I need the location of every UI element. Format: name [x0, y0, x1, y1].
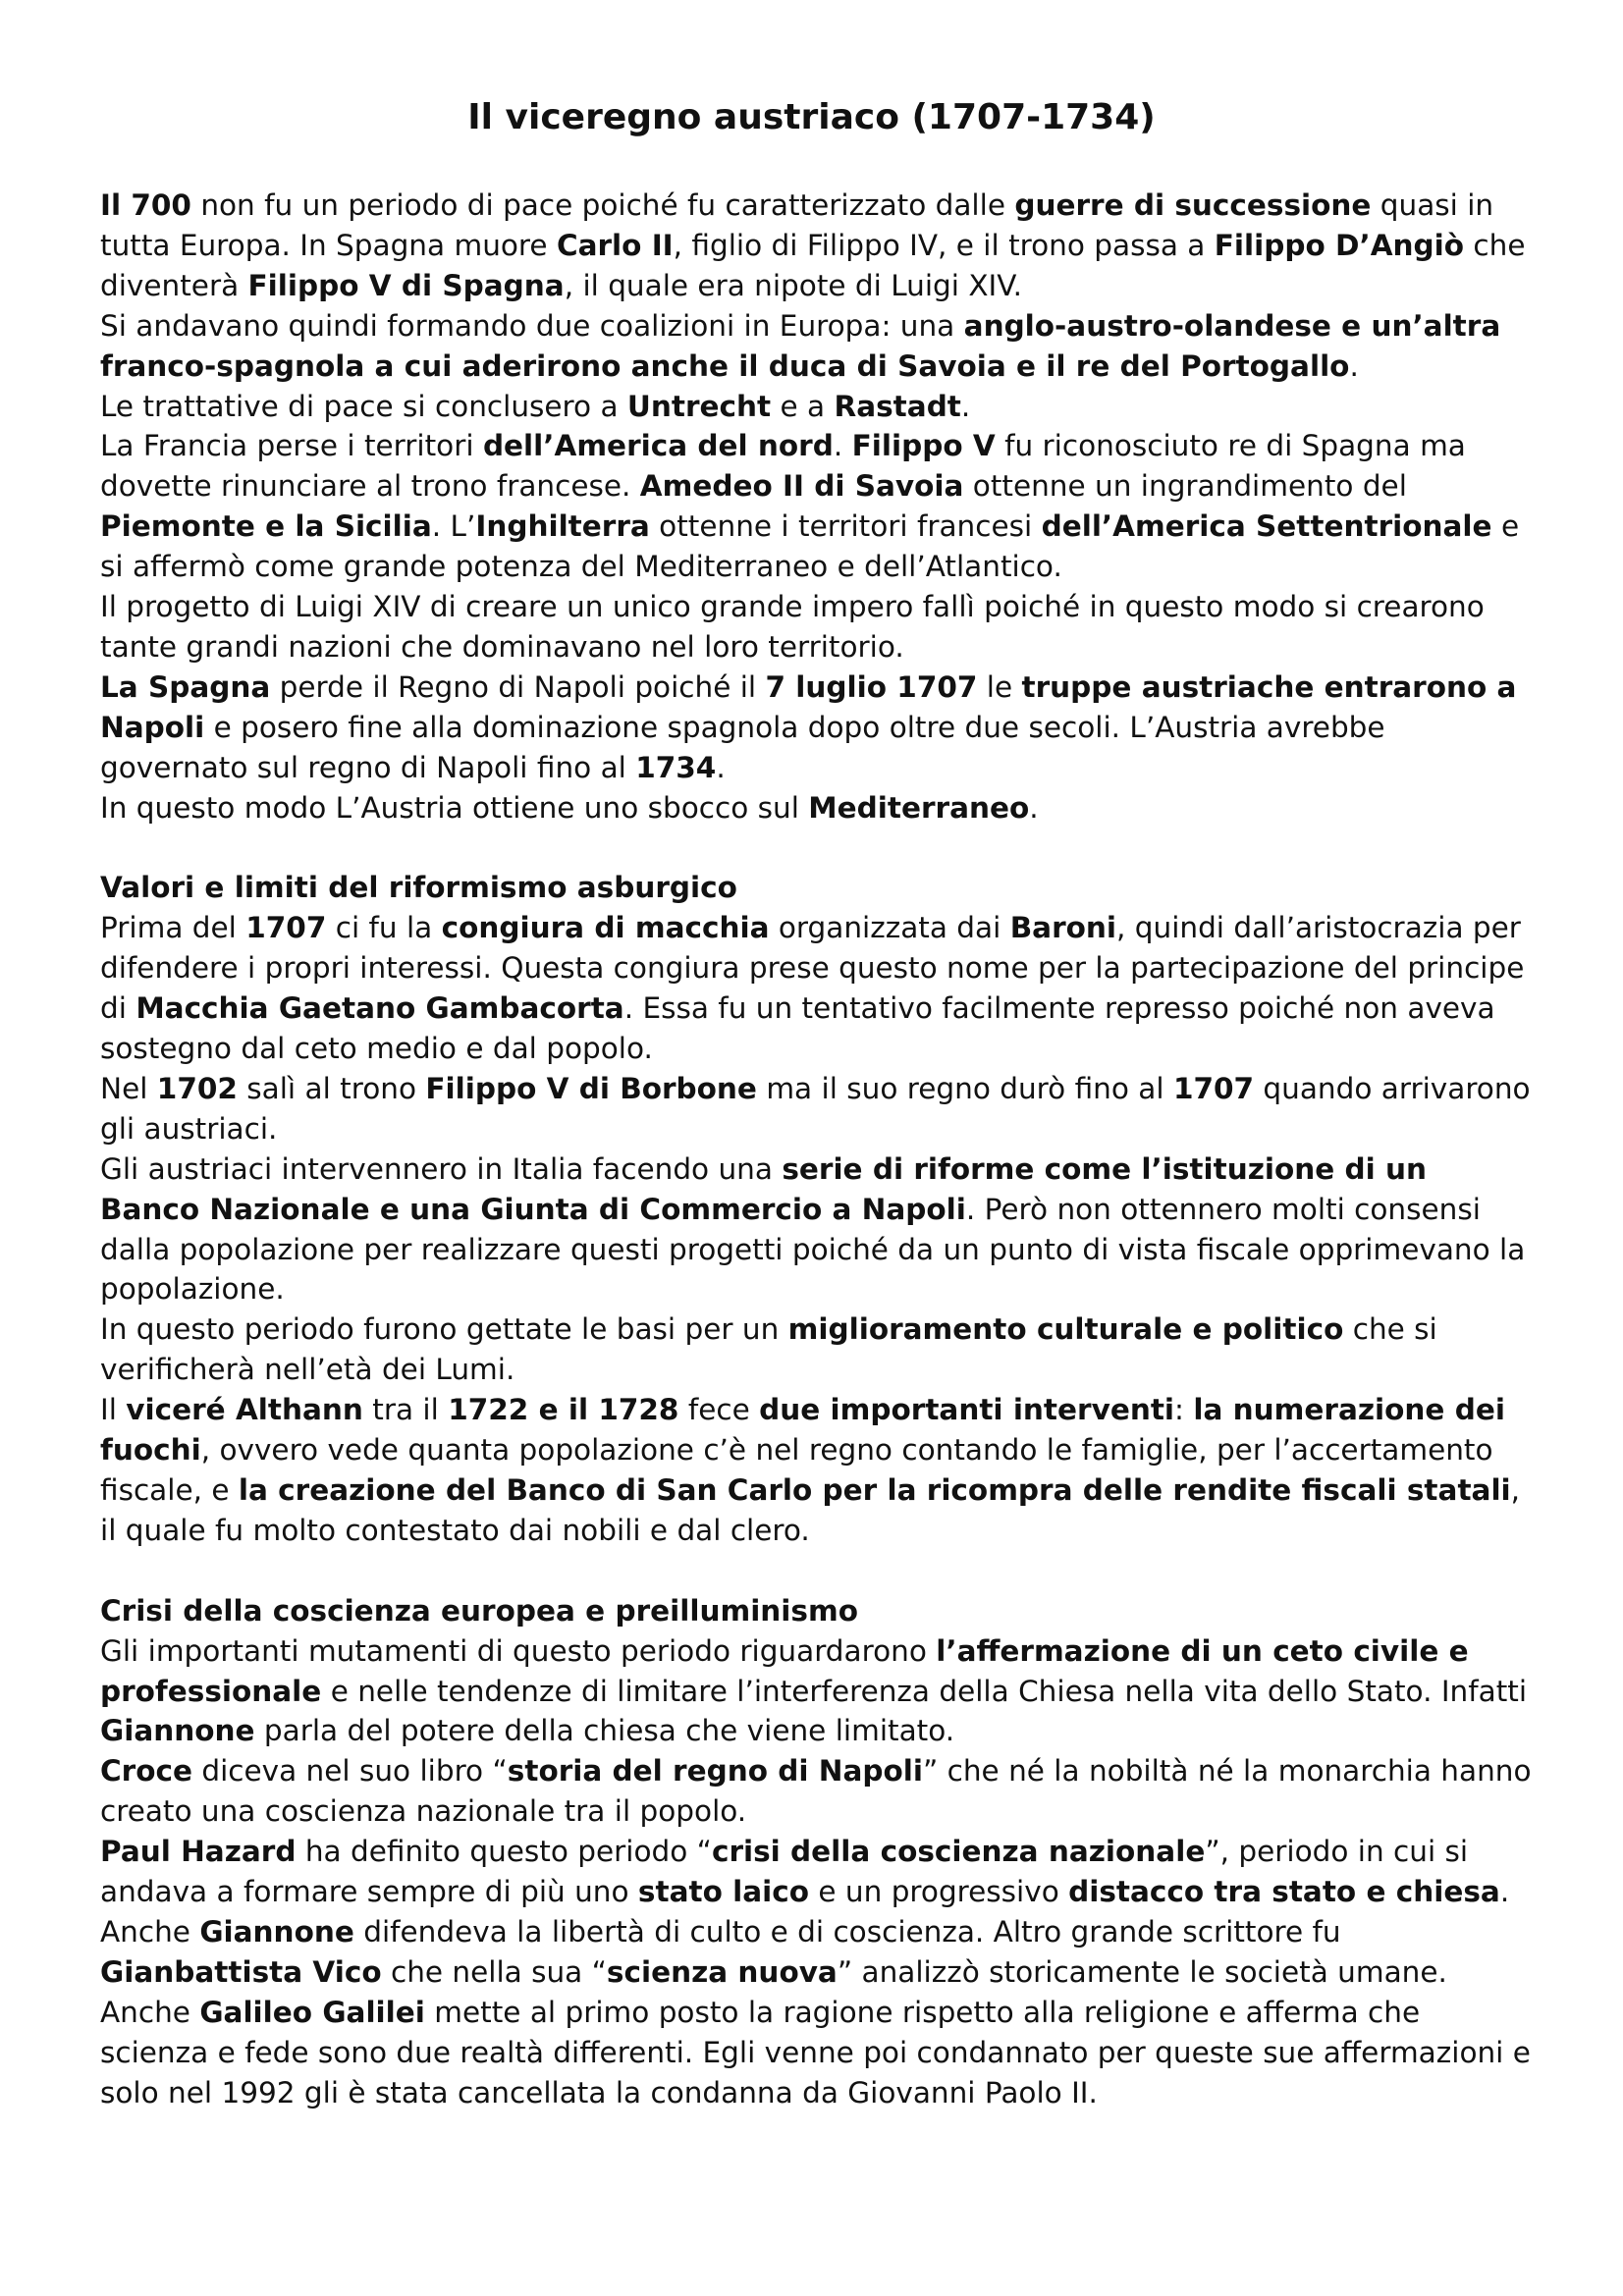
- bold-text: anglo-austro-olandese e un’altra franco-spagnola a cui aderirono anche il duca di Savoia e il re del Portogallo: [100, 308, 1501, 383]
- text-run: .: [960, 389, 971, 423]
- bold-text: crisi della coscienza nazionale: [711, 1835, 1206, 1869]
- text-run: e si affermò come grande potenza del Mediterraneo e dell’Atlantico.: [100, 509, 1520, 584]
- document-body: [100, 186, 1534, 2112]
- text-run: Gli austriaci intervennero in Italia facendo una: [100, 1151, 783, 1186]
- bold-text: Giannone: [199, 1914, 354, 1949]
- bold-text: 1702: [156, 1071, 238, 1105]
- bold-text: Filippo V di Spagna: [247, 268, 565, 302]
- text-run: Il: [100, 1393, 127, 1427]
- text-run: perde il Regno di Napoli poiché il: [270, 669, 766, 704]
- section-heading: Valori e limiti del riformismo asburgico: [100, 871, 737, 905]
- text-run: organizzata dai: [769, 911, 1010, 945]
- bold-text: serie di riforme come l’istituzione di un Banco Nazionale e una Giunta di Commercio a Napoli: [100, 1151, 1428, 1226]
- text-run: , figlio di Filippo IV, e il trono passa a: [673, 228, 1215, 262]
- bold-text: dell’America del nord: [482, 429, 834, 463]
- text-run: ottenne un ingrandimento del: [963, 469, 1407, 504]
- text-run: .: [1349, 348, 1359, 383]
- text-run: ci fu la: [326, 911, 442, 945]
- text-run: ” analizzò storicamente le società umane. Anche: [100, 1954, 1447, 2029]
- paragraph: [100, 426, 1534, 587]
- paragraph: [100, 788, 1534, 828]
- bold-text: la creazione del Banco di San Carlo per la ricompra delle rendite fiscali statali: [238, 1472, 1511, 1507]
- bold-text: Rastadt: [834, 389, 961, 423]
- text-run: .: [1029, 790, 1039, 825]
- paragraph: [100, 1149, 1534, 1310]
- paragraph: [100, 667, 1534, 788]
- bold-text: 1707: [1172, 1071, 1255, 1105]
- text-run: salì al trono: [237, 1071, 426, 1105]
- bold-text: Carlo II: [556, 228, 674, 262]
- paragraph: [100, 1390, 1534, 1551]
- bold-text: Inghilterra: [475, 509, 650, 544]
- bold-text: Untrecht: [626, 389, 772, 423]
- paragraph: [100, 1751, 1534, 1832]
- bold-text: 1734: [635, 750, 717, 784]
- text-run: quando arrivarono gli austriaci.: [100, 1071, 1531, 1146]
- text-run: , quindi dall’aristocrazia per difendere i propri interessi. Questa congiura prese questo nome per la partecipazione del principe di: [100, 911, 1525, 1026]
- text-run: ”, periodo in cui si andava a formare sempre di più uno: [100, 1835, 1469, 1909]
- paragraph: [100, 1631, 1534, 1752]
- text-run: e a: [771, 389, 835, 423]
- text-run: che si verificherà nell’età dei Lumi.: [100, 1312, 1437, 1387]
- bold-text: La Spagna: [100, 669, 271, 704]
- text-run: Il progetto di Luigi XIV di creare un unico grande impero fallì poiché in questo modo si crearono tante grandi nazioni che dominavano nel loro territorio.: [100, 590, 1485, 664]
- bold-text: Filippo V: [851, 429, 996, 463]
- bold-text: Il 700: [100, 188, 191, 222]
- text-run: . Essa fu un tentativo facilmente represso poiché non aveva sostegno dal ceto medio e dal popolo.: [100, 991, 1495, 1066]
- text-run: e nelle tendenze di limitare l’interferenza della Chiesa nella vita dello Stato. Infatti: [321, 1674, 1528, 1708]
- text-run: Si andavano quindi formando due coalizioni in Europa: una: [100, 308, 964, 343]
- bold-text: 7 luglio 1707: [765, 669, 978, 704]
- text-run: La Francia perse i territori: [100, 429, 483, 463]
- text-run: ottenne i territori francesi: [649, 509, 1042, 544]
- text-run: , ovvero vede quanta popolazione c’è nel regno contando le famiglie, per l’accertamento fiscale, e: [100, 1433, 1493, 1507]
- text-run: Le trattative di pace si conclusero a: [100, 389, 627, 423]
- bold-text: Piemonte e la Sicilia: [100, 509, 432, 544]
- text-run: ” che né la nobiltà né la monarchia hanno creato una coscienza nazionale tra il popolo.: [100, 1754, 1532, 1829]
- bold-text: miglioramento culturale e politico: [787, 1312, 1344, 1347]
- paragraph: [100, 306, 1534, 387]
- bold-text: Filippo V di Borbone: [425, 1071, 757, 1105]
- paragraph: [100, 186, 1534, 306]
- bold-text: Gianbattista Vico: [100, 1954, 382, 1989]
- text-run: .: [716, 750, 726, 784]
- text-run: . Però non ottennero molti consensi dalla popolazione per realizzare questi progetti poiché da un punto di vista fiscale opprimevano la popolazione.: [100, 1192, 1526, 1307]
- paragraph: [100, 908, 1534, 1069]
- text-run: quasi in tutta Europa. In Spagna muore: [100, 188, 1494, 262]
- bold-text: Filippo D’Angiò: [1214, 228, 1465, 262]
- text-run: Prima del: [100, 911, 246, 945]
- bold-text: Macchia Gaetano Gambacorta: [135, 991, 624, 1026]
- text-run: ma il suo regno durò fino al: [756, 1071, 1173, 1105]
- bold-text: la numerazione dei fuochi: [100, 1393, 1505, 1468]
- bold-text: viceré Althann: [126, 1393, 363, 1427]
- text-run: :: [1174, 1393, 1194, 1427]
- text-run: In questo periodo furono gettate le basi per un: [100, 1312, 788, 1347]
- text-run: parla del potere della chiesa che viene limitato.: [254, 1714, 955, 1748]
- bold-text: Mediterraneo: [808, 790, 1030, 825]
- text-run: tra il: [362, 1393, 449, 1427]
- bold-text: due importanti interventi: [759, 1393, 1175, 1427]
- bold-text: truppe austriache entrarono a Napoli: [100, 669, 1517, 744]
- paragraph: [100, 1069, 1534, 1149]
- paragraph: [100, 1832, 1534, 2112]
- bold-text: Paul Hazard: [100, 1835, 297, 1869]
- bold-text: Galileo Galilei: [199, 1995, 425, 2029]
- paragraph: [100, 587, 1534, 667]
- text-run: mette al primo posto la ragione rispetto alla religione e afferma che scienza e fede sono due realtà differenti. Egli venne poi condannato per queste sue affermazioni e solo nel 1992 gli è stata cancellata la condanna da Giovanni Paolo II.: [100, 1995, 1531, 2109]
- text-run: e posero fine alla dominazione spagnola dopo oltre due secoli. L’Austria avrebbe governato sul regno di Napoli fino al: [100, 710, 1385, 784]
- text-run: le: [977, 669, 1022, 704]
- text-run: ha definito questo periodo “: [296, 1835, 712, 1869]
- text-run: Gli importanti mutamenti di questo periodo riguardarono: [100, 1633, 937, 1668]
- page-title: Il viceregno austriaco (1707-1734): [467, 97, 1156, 137]
- bold-text: l’affermazione di un ceto civile e professionale: [100, 1633, 1469, 1708]
- text-run: non fu un periodo di pace poiché fu caratterizzato dalle: [190, 188, 1015, 222]
- bold-text: distacco tra stato e chiesa: [1068, 1875, 1500, 1909]
- text-run: . L’: [431, 509, 476, 544]
- text-run: , il quale fu molto contestato dai nobili e dal clero.: [100, 1472, 1521, 1547]
- text-run: fece: [678, 1393, 760, 1427]
- paragraph: [100, 1309, 1534, 1390]
- bold-text: dell’America Settentrionale: [1041, 509, 1492, 544]
- bold-text: Croce: [100, 1754, 192, 1789]
- bold-text: scienza nuova: [606, 1954, 838, 1989]
- text-run: difendeva la libertà di culto e di coscienza. Altro grande scrittore fu: [353, 1914, 1341, 1949]
- bold-text: Baroni: [1009, 911, 1117, 945]
- text-run: , il quale era nipote di Luigi XIV.: [564, 268, 1022, 302]
- blank-line: [100, 828, 1534, 869]
- bold-text: Amedeo II di Savoia: [639, 469, 964, 504]
- text-run: diceva nel suo libro “: [191, 1754, 508, 1789]
- bold-text: Giannone: [100, 1714, 255, 1748]
- text-run: fu riconosciuto re di Spagna ma dovette rinunciare al trono francese.: [100, 429, 1466, 504]
- text-run: .: [833, 429, 852, 463]
- text-run: che diventerà: [100, 228, 1526, 302]
- text-run: In questo modo L’Austria ottiene uno sbocco sul: [100, 790, 809, 825]
- bold-text: 1722 e il 1728: [448, 1393, 679, 1427]
- text-run: Nel: [100, 1071, 157, 1105]
- blank-line: [100, 1551, 1534, 1591]
- bold-text: guerre di successione: [1014, 188, 1372, 222]
- bold-text: storia del regno di Napoli: [507, 1754, 923, 1789]
- paragraph: [100, 387, 1534, 427]
- text-run: che nella sua “: [381, 1954, 607, 1989]
- section-heading: Crisi della coscienza europea e preilluminismo: [100, 1593, 858, 1628]
- bold-text: congiura di macchia: [441, 911, 770, 945]
- text-run: e un progressivo: [809, 1875, 1069, 1909]
- bold-text: stato laico: [637, 1875, 810, 1909]
- bold-text: 1707: [245, 911, 327, 945]
- text-run: . Anche: [100, 1875, 1510, 1949]
